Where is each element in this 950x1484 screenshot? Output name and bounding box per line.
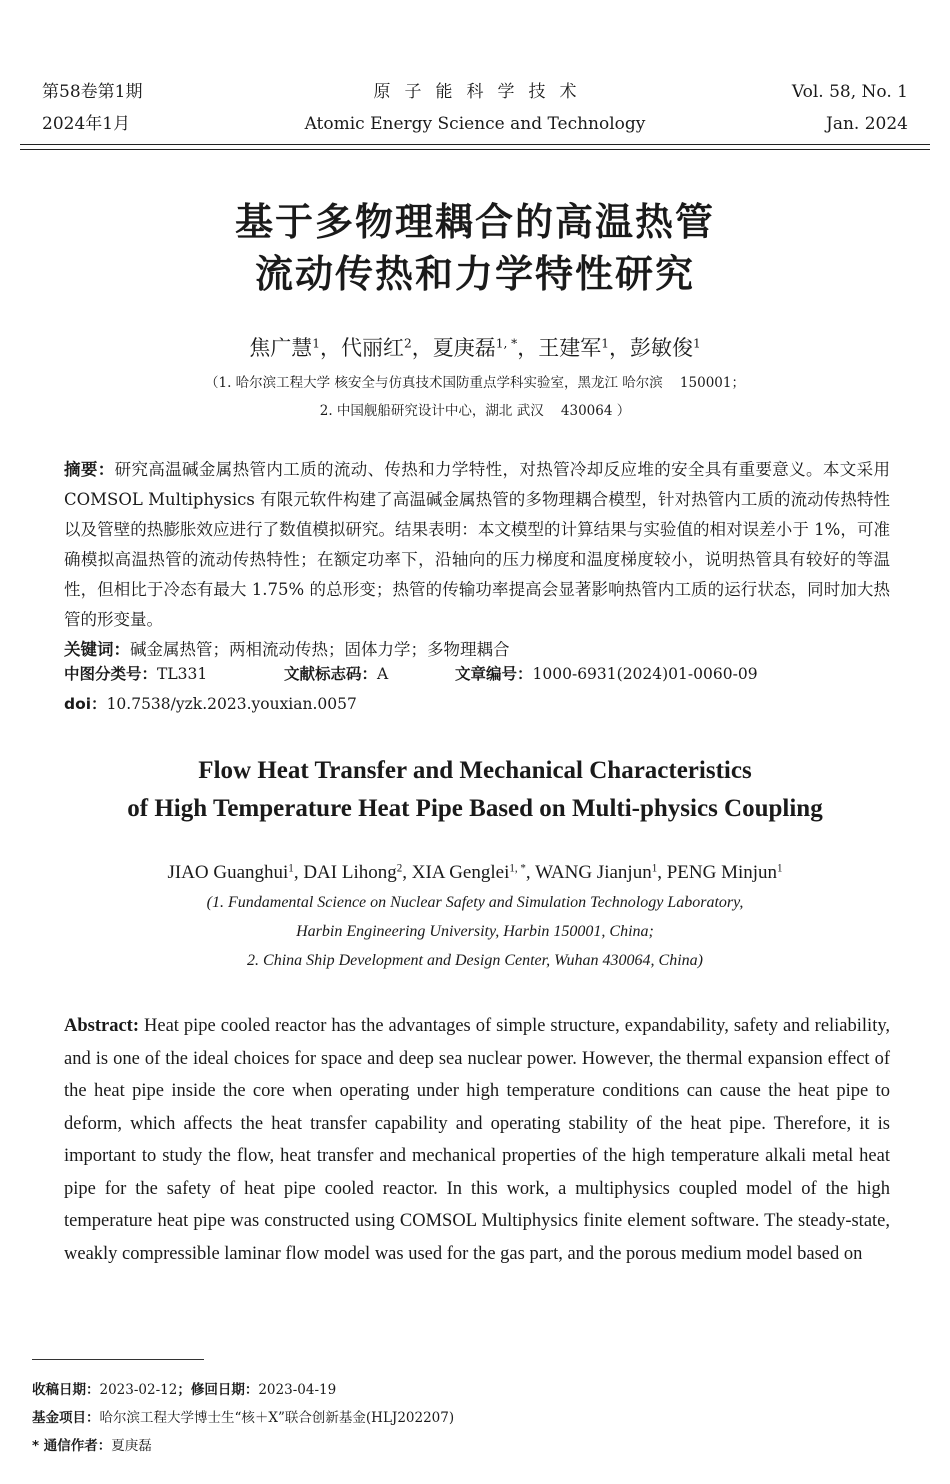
doi-row [64,689,357,719]
title-en [0,752,950,828]
abstract-en-label: Abstract: [64,1016,140,1036]
author-cn: 代丽红 [340,336,404,360]
received-label: 收稿日期： [32,1382,100,1398]
doc-code-label: 文献标志码： [284,665,378,683]
author-cn: 彭敏俊 [630,336,694,360]
revised-value: 2023-04-19 [258,1382,337,1398]
doc-code-value: A [377,665,389,683]
title-cn-line2: 流动传热和力学特性研究 [254,252,695,296]
author-sup: 1 [288,862,294,875]
affiliation-cn-line1: （1. 哈尔滨工程大学 核安全与仿真技术国防重点学科实验室，黑龙江 哈尔滨 150001； [205,375,745,391]
author-en: XIA Genglei [411,862,510,883]
received-value: 2023-02-12 [99,1382,178,1398]
journal-name-cn: 原子能科学技术 [373,82,591,102]
author-sup: 1 [777,862,783,875]
affiliation-en-line3: 2. China Ship Development and Design Center, Wuhan 430064, China) [247,952,703,969]
author-sup: 1, * [509,862,526,875]
affiliation-en-line1: (1. Fundamental Science on Nuclear Safety and Simulation Technology Laboratory, [206,894,744,911]
date-cn: 2024年1月 [42,114,131,134]
volume-en: Vol. 58, No. 1 [791,82,908,102]
author-sup: 2 [403,336,412,351]
header-rule-thin [20,149,930,150]
author-cn: 夏庚磊 [432,336,496,360]
footnote-dates [32,1376,336,1404]
affiliations-cn [0,369,950,425]
clc-value: TL331 [157,665,208,683]
author-cn: 焦广慧 [249,336,313,360]
clc-label: 中图分类号： [64,665,158,683]
author-en: JIAO Guanghui [167,862,289,883]
author-en: DAI Lihong [303,862,397,883]
footnote-rule [32,1359,204,1360]
abstract-en [64,1010,890,1270]
keywords-cn-text: 碱金属热管；两相流动传热；固体力学；多物理耦合 [130,640,510,659]
author-sup: 2 [396,862,403,875]
fund-label: 基金项目： [32,1410,100,1426]
author-sup: 1 [651,862,658,875]
authors-cn: 焦广慧$^1$，代丽红$^2$，夏庚磊$^{1, *}$，王建军$^1$，彭敏俊$^1$ [249,336,701,360]
footnote-corresponding [32,1432,152,1460]
volume-cn: 第58卷第1期 [42,82,143,102]
date-en: Jan. 2024 [826,114,908,134]
doi-value: 10.7538/yzk.2023.youxian.0057 [106,695,357,713]
title-en-line1: Flow Heat Transfer and Mechanical Characteristics [198,757,752,784]
author-sup: 1 [601,336,610,351]
affiliations-en [0,888,950,975]
article-number-value: 1000-6931(2024)01-0060-09 [532,665,758,683]
article-number-label: 文章编号： [455,665,533,683]
keywords-cn-label: 关键词： [64,640,130,659]
author-sup: 1, * [495,336,518,351]
abstract-cn-label: 摘要： [64,460,115,479]
header-right [792,76,908,140]
abstract-cn [64,455,890,665]
author-sup: 1 [693,336,701,351]
author-cn: 王建军 [538,336,602,360]
author-en: WANG Jianjun [535,862,652,883]
fund-value: 哈尔滨工程大学博士生“核＋X”联合创新基金(HLJ202207) [99,1410,455,1426]
journal-name-en: Atomic Energy Science and Technology [304,114,646,134]
corresponding-value: 夏庚磊 [111,1438,152,1454]
title-cn [0,196,950,300]
affiliation-cn-line2: 2. 中国舰船研究设计中心，湖北 武汉 430064 ） [319,403,631,419]
title-cn-line1: 基于多物理耦合的高温热管 [234,200,715,244]
corresponding-label: * 通信作者： [32,1438,112,1454]
abstract-cn-text: 研究高温碱金属热管内工质的流动、传热和力学特性，对热管冷却反应堆的安全具有重要意义。本文采用 COMSOL Multiphysics 有限元软件构建了高温碱金属热管的多物理耦合模型，针对热管内工质的流动传热特性以及管壁的热膨胀效应进行了数值模拟研究。结果表明：本文模型的计算结果与实验值的相对误差小于 1%，可准确模拟高温热管的流动传热特性；在额定功率下，沿轴向的压力梯度和温度梯度较小，说明热管具有较好的等温性，但相比于冷态有最大 1.75% 的总形变；热管的传输功率提高会显著影响热管内工质的运行状态，同时加大热管的形变量。 [64,460,890,629]
abstract-en-text: Heat pipe cooled reactor has the advantages of simple structure, expandability, safety and reliability, and is one of the ideal choices for space and deep sea nuclear power. However, the thermal expansion effect of the heat pipe inside the core when operating under high temperature conditions can cause the heat pipe to deform, which affects the heat transfer capability and operating stability of the heat pipe. Therefore, it is important to study the flow, heat transfer and mechanical properties of the high temperature alkali metal heat pipe for the safety of heat pipe cooled reactor. In this work, a multiphysics coupled model of the high temperature heat pipe was constructed using COMSOL Multiphysics finite element software. The steady-state, weakly compressible laminar flow model was used for the gas part, and the porous medium model based on [64,1016,891,1264]
doi-label: doi： [64,695,107,713]
footnote-fund [32,1404,454,1432]
authors-en: JIAO Guanghui$^1$, DAI Lihong$^2$, XIA Genglei$^{1, *}$, WANG Jianjun$^1$, PENG Minjun$^1$ [167,862,783,883]
header-rule-thick [20,144,930,145]
author-sup: 1 [312,336,320,351]
revised-label: ；修回日期： [177,1382,259,1398]
title-en-line2: of High Temperature Heat Pipe Based on Multi-physics Coupling [127,795,823,822]
affiliation-en-line2: Harbin Engineering University, Harbin 150001, China; [296,923,654,940]
author-en: PENG Minjun [666,862,778,883]
